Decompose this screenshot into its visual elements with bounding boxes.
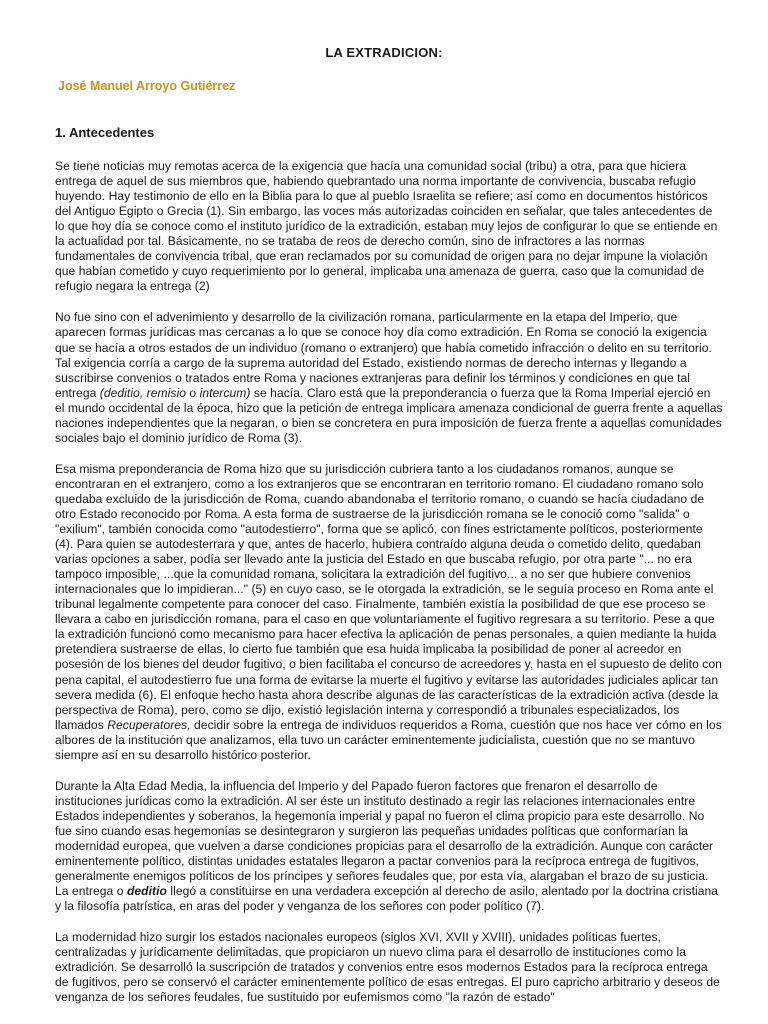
paragraph-4-text-c: llegó a constituirse en una verdadera excepción al derecho de asilo, alentado por la doctrina cristiana y la filosofía patrística, en aras del poder y venganza de los señores con poder político (7). [55, 884, 719, 914]
author-name: José Manuel Arroyo Gutiérrez [58, 79, 236, 93]
section-heading: 1. Antecedentes [55, 125, 155, 140]
paragraph-4 [55, 779, 723, 914]
paragraph-3-italic-term: Recuperatores, [107, 717, 191, 732]
paragraph-2-text-a: No fue sino con el advenimiento y desarrollo de la civilización romana, particularmente en la etapa del Imperio, que aparecen formas jurídicas mas cercanas a lo que se conoce hoy día como extradición. En Roma se conoció la exigencia que se hacía a otros estados de un individuo (romano o extranjero) que había cometido infracción o delito en su territorio. Tal exigencia corría a cargo de la suprema autoridad del Estado, existiendo normas de derecho internas y llegando a suscribirse convenios o tratados entre Roma y naciones extranjeras para definir los términos y condiciones en que tal entrega [55, 310, 712, 400]
paragraph-1: Se tiene noticias muy remotas acerca de la exigencia que hacía una comunidad social (tribu) a otra, para que hiciera entrega de aquel de sus miembros que, habiendo quebrantado una norma importante de convivencia, buscaba refugio huyendo. Hay testimonio de ello en la Biblia para lo que al pueblo Israelita se refiere; así como en documentos históricos del Antiguo Egipto o Grecia (1). Sin embargo, las voces más autorizadas coinciden en señalar, que tales antecedentes de lo que hoy día se conoce como el instituto jurídico de la extradición, estaban muy lejos de configurar lo que se entiende en la actualidad por tal. Básicamente, no se trataba de reos de derecho común, sino de infractores a las normas fundamentales de convivencia tribal, que eran reclamados por su comunidad de origen para no dejar impune la violación que habían cometido y cuyo requerimiento por lo general, implicaba una amenaza de guerra, caso que la comunidad de refugio negara la entrega (2) [55, 159, 718, 294]
paragraph-3-text-c: decidir sobre la entrega de individuos requeridos a Roma, cuestión que nos hace ver cómo en los albores de la institución que analizamos, ella tuvo un carácter eminentemente judicialista, cuestión que no se mantuvo siempre así en su desarrollo histórico posterior. [55, 717, 722, 762]
paragraph-2-text-b: o [186, 385, 200, 400]
paragraph-2 [55, 310, 723, 445]
paragraph-2-italic-term-2: intercum) [199, 385, 251, 400]
paragraph-4-text-a: Durante la Alta Edad Media, la influencia del Imperio y del Papado fueron factores que frenaron el desarrollo de instituciones jurídicas como la extradición. Al ser éste un instituto destinado a regir las relaciones internacionales entre Estados independientes y soberanos, la hegemonía imperial y papal no fueron el clima propicio para este desarrollo. No fue sino cuando esas hegemonías se desintegraron y surgieron las pequeñas unidades políticas que conformarían la modernidad europea, que vuelven a darse condiciones propicias para el desarrollo de la extradición. Aunque con carácter eminentemente político, distintas unidades estatales llegaron a pactar convenios para la recíproca entrega de fugitivos, generalmente enemigos políticos de los príncipes y señores feudales que, por esta vía, alargaban el brazo de su justicia. La entrega o [55, 778, 714, 899]
paragraph-4-bold-term [127, 884, 167, 898]
paragraph-3 [55, 462, 723, 763]
paragraph-4-bold-italic-term: deditio [126, 884, 167, 899]
paragraph-5: La modernidad hizo surgir los estados nacionales europeos (siglos XVI, XVII y XVIII), unidades políticas fuertes, centralizadas y jurídicamente delimitadas, que propiciaron un nuevo clima para el desarrollo de instituciones como la extradición. Se desarrolló la suscripción de tratados y convenios entre esos modernos Estados para la recíproca entrega de fugitivos, pero se conservó el carácter eminentemente político de esas entregas. El puro capricho arbitrario y deseos de venganza de los señores feudales, fue sustituido por eufemismos como "la razón de estado" [55, 930, 720, 1005]
paragraph-2-italic-terms: (deditio, remisio [99, 385, 186, 400]
paragraph-2-text-c: se hacía. Claro está que la preponderancia o fuerza que la Roma Imperial ejerció en el mundo occidental de la época, hizo que la petición de entrega implicara amenaza condicional de guerra frente a aquellas naciones independientes que la negaran, o bien se concretera en pura imposición de fuerza frente a aquellas comunidades sociales bajo el dominio jurídico de Roma (3). [55, 385, 723, 445]
paragraph-3-text-a: Esa misma preponderancia de Roma hizo que su jurisdicción cubriera tanto a los ciudadanos romanos, aunque se encontraran en el extranjero, como a los extranjeros que se encontraran en territorio romano. El ciudadano romano solo quedaba excluido de la jurisdicción de Roma, cuando abandonaba el territorio romano, o cuando se hacía ciudadano de otro Estado reconocido por Roma. A esta forma de sustraerse de la jurisdicción romana se le conoció como "salida" o "exilium", también conocida como "autodestierro", forma que se aplicó, con fines estrictamente políticos, posteriormente (4). Para quien se autodesterrara y que, antes de hacerlo, hubiera contraído alguna deuda o cometido delito, quedaban varias opciones a saber, podía ser llevado ante la justicia del Estado en que buscaba refugio, por otra parte "... no era tampoco imposible, ...que la comunidad romana, solicitara la extradición del fugitivo... a no ser que hubiere convenios internacionales que lo impidieran..." (5) en cuyo caso, se le otorgada la extradición, se le seguía proceso en Roma ante el tribunal legalmente competente para conocer del caso. Finalmente, también existía la posibilidad de que ese proceso se llevara a cabo en jurisdicción romana, para el caso en que voluntariamente el fugitivo regresara a su territorio. Pese a que la extradición funcionó como mecanismo para hacer efectiva la aplicación de penas personales, a quien mediante la huida pretendiera sustraerse de ellas, lo cierto fue también que esa huida implicaba la posibilidad de poner al acreedor en posesión de los bienes del deudor fugitivo, o bien facilitaba el concurso de acreedores y, hasta en el supuesto de delito con pena capital, el autodestierro fue una forma de evitarse la muerte el fugitivo y evitarse las autoridades judiciales aplicar tan severa medida (6). El enfoque hecho hasta ahora describe algunas de las características de la extradición activa (desde la perspectiva de Roma), pero, como se dijo, existió legislación interna y correspondió a tribunales especializados, los llamados [55, 461, 722, 732]
document-title: LA EXTRADICION: [325, 45, 443, 60]
body-text [55, 159, 723, 1021]
